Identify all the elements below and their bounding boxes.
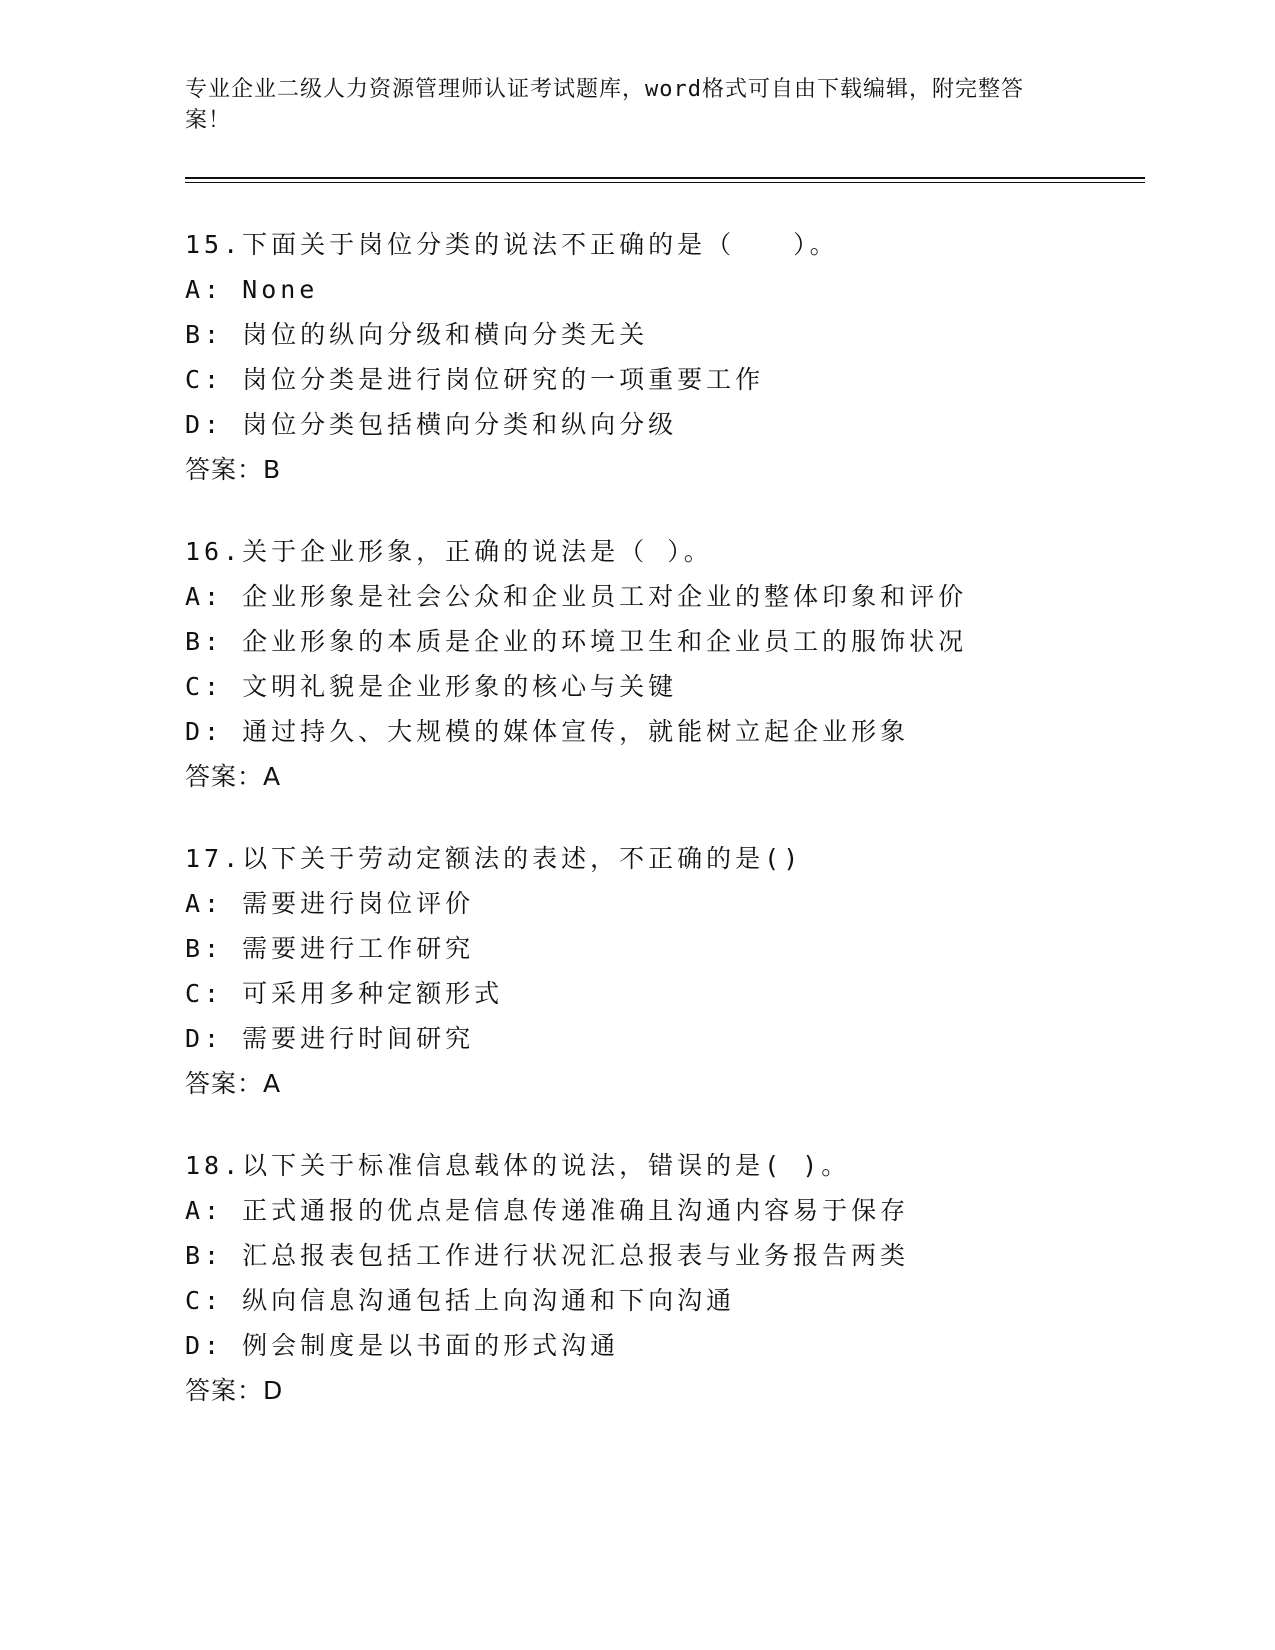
option-b: B: 需要进行工作研究 xyxy=(185,934,475,963)
option-c: C: 可采用多种定额形式 xyxy=(185,979,504,1008)
question-18 xyxy=(185,1143,1165,1413)
option-b: B: 企业形象的本质是企业的环境卫生和企业员工的服饰状况 xyxy=(185,627,968,656)
header-intro-text: 专业企业二级人力资源管理师认证考试题库，word格式可自由下载编辑，附完整答案！ xyxy=(185,77,1024,133)
question-prompt: 16.关于企业形象，正确的说法是（ ）。 xyxy=(185,537,713,566)
option-b: B: 岗位的纵向分级和横向分类无关 xyxy=(185,320,649,349)
option-a: A: 正式通报的优点是信息传递准确且沟通内容易于保存 xyxy=(185,1196,910,1225)
option-d: D: 通过持久、大规模的媒体宣传，就能树立起企业形象 xyxy=(185,717,910,746)
option-a: A: 企业形象是社会公众和企业员工对企业的整体印象和评价 xyxy=(185,582,968,611)
option-d: D: 需要进行时间研究 xyxy=(185,1024,475,1053)
option-a: A: None xyxy=(185,275,319,304)
option-d: D: 例会制度是以书面的形式沟通 xyxy=(185,1331,620,1360)
option-d: D: 岗位分类包括横向分类和纵向分级 xyxy=(185,410,678,439)
option-c: C: 文明礼貌是企业形象的核心与关键 xyxy=(185,672,678,701)
option-c: C: 纵向信息沟通包括上向沟通和下向沟通 xyxy=(185,1286,736,1315)
answer-label: 答案：A xyxy=(185,1069,282,1098)
answer-label: 答案：B xyxy=(185,455,282,484)
answer-label: 答案：A xyxy=(185,762,282,791)
question-prompt: 17.以下关于劳动定额法的表述，不正确的是() xyxy=(185,844,803,873)
option-b: B: 汇总报表包括工作进行状况汇总报表与业务报告两类 xyxy=(185,1241,910,1270)
question-prompt: 18.以下关于标准信息载体的说法，错误的是( )。 xyxy=(185,1151,851,1180)
header-double-rule xyxy=(185,177,1145,183)
question-prompt: 15.下面关于岗位分类的说法不正确的是（ ）。 xyxy=(185,230,839,259)
option-a: A: 需要进行岗位评价 xyxy=(185,889,475,918)
question-17 xyxy=(185,836,1165,1106)
option-c: C: 岗位分类是进行岗位研究的一项重要工作 xyxy=(185,365,765,394)
question-16 xyxy=(185,529,1165,799)
question-15 xyxy=(185,222,1165,492)
answer-label: 答案：D xyxy=(185,1376,284,1405)
